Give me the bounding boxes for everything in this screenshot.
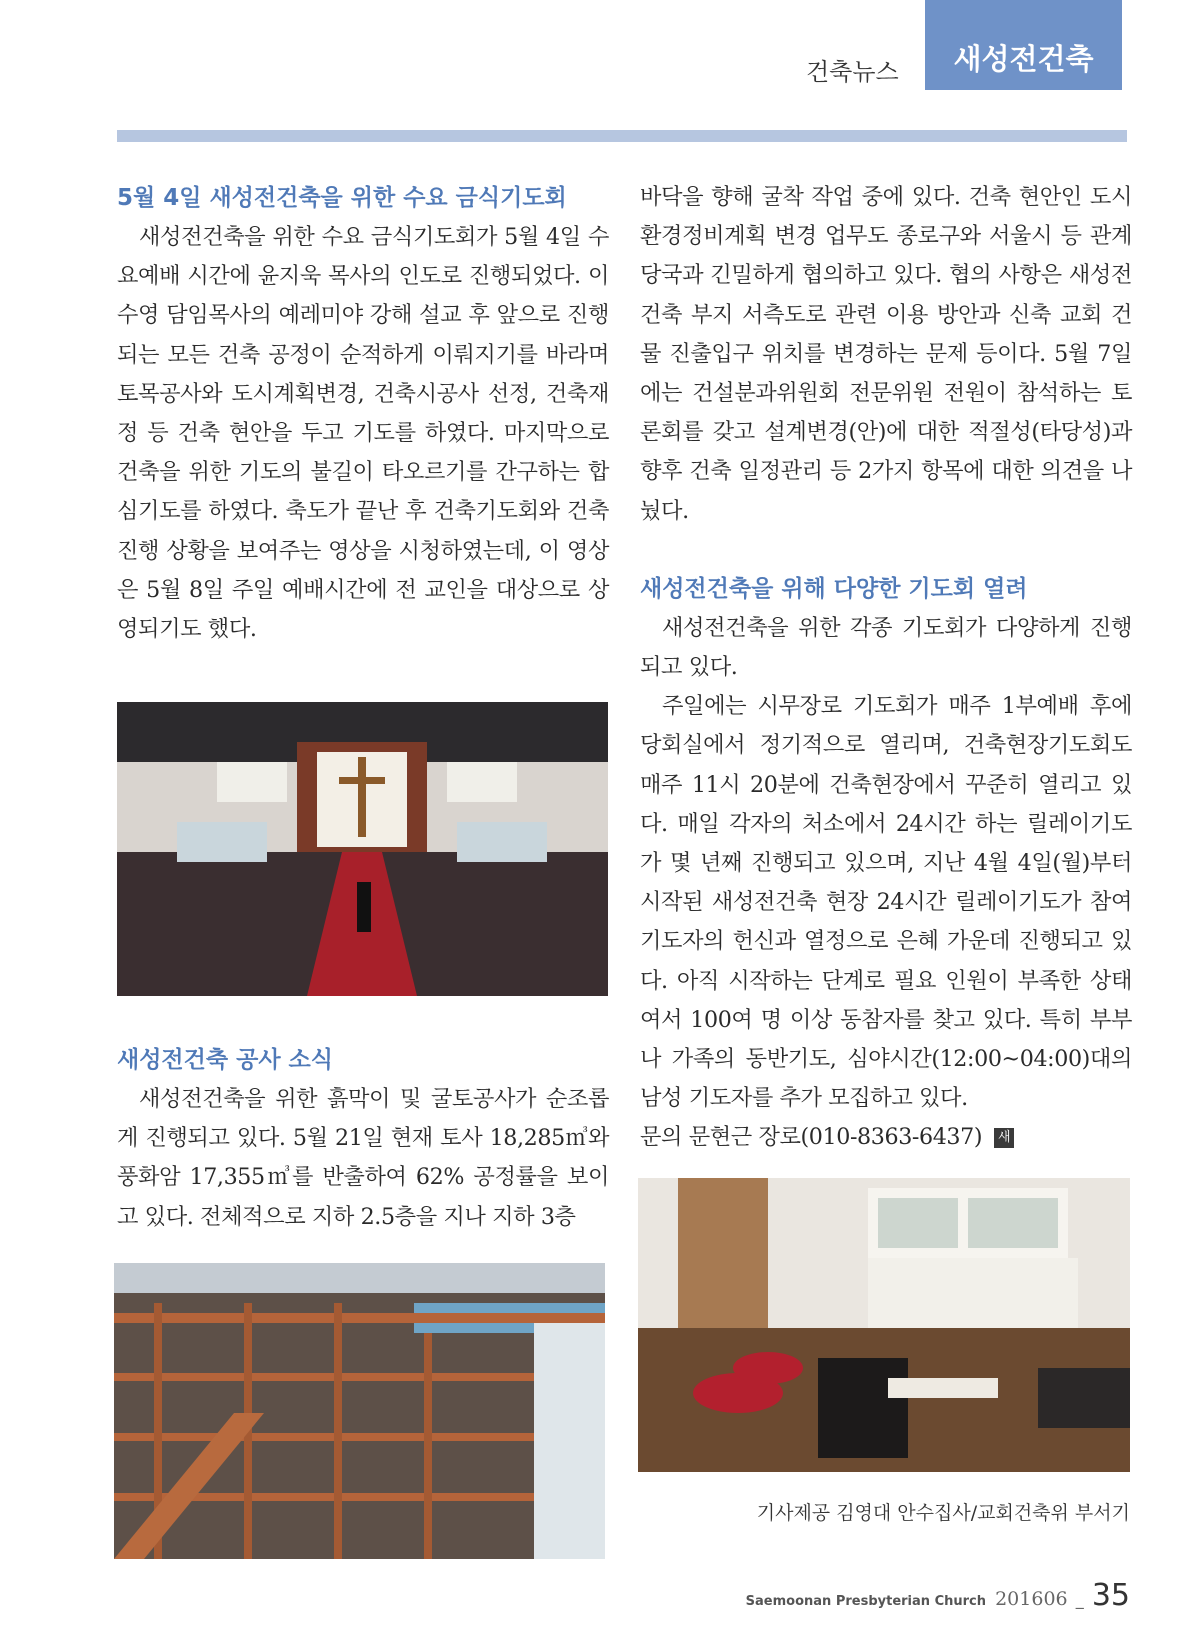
right-column: [640, 178, 1132, 1158]
article-body-construction-part1: 새성전건축을 위한 흙막이 및 굴토공사가 순조롭게 진행되고 있다. 5월 21일 현재 토사 18,285㎥와 풍화암 17,355㎥를 반출하여 62% 공정률을 보이고 있다. 전체적으로 지하 2.5층을 지나 지하 3층: [117, 1086, 609, 1230]
prayer-room-illustration: [638, 1178, 1130, 1472]
construction-site-illustration: [114, 1263, 605, 1559]
contact-text: 문의 문현근 장로(010-8363-6437): [640, 1124, 983, 1151]
spacer: [640, 531, 1132, 569]
article-heading-prayer-gatherings: 새성전건축을 위해 다양한 기도회 열려: [640, 575, 1028, 602]
worship-service-photo: [117, 702, 608, 996]
footer-separator: _: [1075, 1590, 1084, 1609]
article-body-prayer-meeting: 새성전건축을 위한 수요 금식기도회가 5월 4일 수요예배 시간에 윤지욱 목사의 인도로 진행되었다. 이수영 담임목사의 예레미야 강해 설교 후 앞으로 진행되는 모든 건축 공정이 순적하게 이뤄지기를 바라며 토목공사와 도시계획변경, 건축시공사 선정, 건축재정 등 건축 현안을 두고 기도를 하였다. 마지막으로 건축을 위한 기도의 불길이 타오르기를 간구하는 합심기도를 하였다. 축도가 끝난 후 건축기도회와 건축 진행 상황을 보여주는 영상을 시청하였는데, 이 영상은 5월 8일 주일 예배시간에 전 교인을 대상으로 상영되기도 했다.: [117, 224, 609, 643]
header-divider: [117, 130, 1127, 142]
article-heading-construction: 새성전건축 공사 소식: [117, 1047, 333, 1073]
end-mark-icon: 새: [994, 1128, 1014, 1148]
page-number: 35: [1091, 1578, 1130, 1613]
page-footer: [640, 1578, 1130, 1613]
section-label: 건축뉴스: [806, 58, 899, 86]
article-heading-prayer-meeting: 5월 4일 새성전건축을 위한 수요 금식기도회: [117, 185, 567, 211]
left-column: [117, 178, 609, 649]
construction-site-photo: [114, 1263, 605, 1559]
article-body-prayer-gatherings-1: 새성전건축을 위한 각종 기도회가 다양하게 진행되고 있다.: [640, 614, 1132, 681]
worship-service-illustration: [117, 702, 608, 996]
contact-line: [640, 1118, 1132, 1157]
section-tab-label: 새성전건축: [953, 42, 1094, 76]
section-tab: [925, 0, 1122, 90]
left-column-lower: [117, 1040, 609, 1237]
article-body-prayer-gatherings-2: 주일에는 시무장로 기도회가 매주 1부예배 후에 당회실에서 정기적으로 열리며, 건축현장기도회도 매주 11시 20분에 건축현장에서 꾸준히 열리고 있다. 매일 각자의 처소에서 24시간 하는 릴레이기도가 몇 년째 진행되고 있으며, 지난 4월 4일(월)부터 시작된 새성전건축 현장 24시간 릴레이기도가 참여기도자의 헌신과 열정으로 은혜 가운데 진행되고 있다. 아직 시작하는 단계로 필요 인원이 부족한 상태여서 100여 명 이상 동참자를 찾고 있다. 특히 부부나 가족의 동반기도, 심야시간(12:00~04:00)대의 남성 기도자를 추가 모집하고 있다.: [640, 693, 1132, 1112]
footer-issue: 201606: [995, 1588, 1068, 1610]
prayer-room-photo: [638, 1178, 1130, 1472]
article-body-construction-part2: 바닥을 향해 굴착 작업 중에 있다. 건축 현안인 도시환경정비계획 변경 업무도 종로구와 서울시 등 관계 당국과 긴밀하게 협의하고 있다. 협의 사항은 새성전 건축 부지 서측도로 관련 이용 방안과 신축 교회 건물 진출입구 위치를 변경하는 문제 등이다. 5월 7일에는 건설분과위원회 전문위원 전원이 참석하는 토론회를 갖고 설계변경(안)에 대한 적절성(타당성)과 향후 건축 일정관리 등 2가지 항목에 대한 의견을 나눴다.: [640, 184, 1132, 524]
footer-church-name: Saemoonan Presbyterian Church: [745, 1594, 986, 1609]
article-credit: 기사제공 김영대 안수집사/교회건축위 부서기: [756, 1502, 1130, 1524]
